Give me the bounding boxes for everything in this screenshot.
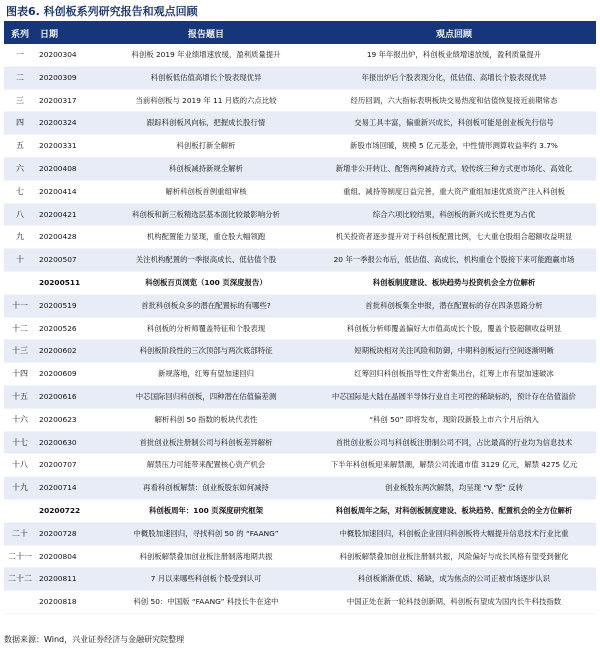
date-cell: 20200324 [36,112,100,135]
series-cell: 六 [4,157,36,180]
series-cell: 十二 [4,317,36,340]
table-row [4,499,596,522]
view-cell: 科创板解禁叠加创业板注册制共振，风险偏好与成长风格有望受到催化 [312,545,596,568]
series-cell: 十八 [4,454,36,477]
header-topic: 报告题目 [100,22,312,44]
table-row [4,408,596,431]
date-cell: 20200804 [36,545,100,568]
topic-cell: 科创板减持新规全解析 [100,157,312,180]
table-row [4,44,596,66]
view-cell: 综合六项比较结果，科创板的新兴成长性更为占优 [312,203,596,226]
topic-cell: 科创板的分析师覆盖特征和个股表现 [100,317,312,340]
table-row [4,203,596,226]
series-cell: 八 [4,203,36,226]
series-cell [4,499,36,522]
view-cell: 新增非公开转让、配售两种减持方式，较传统三种方式更市场化、高效化 [312,157,596,180]
date-cell: 20200331 [36,135,100,158]
report-table [4,22,596,614]
view-cell: 中概股加速回归，科创板企业回归科创板将大幅提升信息技术行业比重 [312,522,596,545]
date-cell: 20200728 [36,522,100,545]
table-row [4,180,596,203]
header-view: 观点回顾 [312,22,596,44]
series-cell: 十三 [4,340,36,363]
view-cell: 中芯国际是大陆在晶圆半导体行业自主可控的稀缺标的，预计存在估值溢价 [312,385,596,408]
date-cell: 20200811 [36,568,100,591]
topic-cell: 新规落地，红筹有望加速回归 [100,363,312,386]
topic-cell: 科创板百页浏览（100 页深度报告） [100,271,312,294]
table-row [4,317,596,340]
date-cell: 20200408 [36,157,100,180]
view-cell: 科创板分析师覆盖偏好大市值高成长个股，覆盖个股超额收益明显 [312,317,596,340]
topic-cell: 关注机构配置的一季报高成长、低估值个股 [100,249,312,272]
table-row [4,454,596,477]
date-cell: 20200317 [36,89,100,112]
table-row [4,591,596,614]
date-cell: 20200421 [36,203,100,226]
series-cell: 十五 [4,385,36,408]
date-cell: 20200414 [36,180,100,203]
view-cell: 红筹回归科创板指导性文件密集出台，红筹上市有望加速破冰 [312,363,596,386]
table-row [4,157,596,180]
view-cell: “科创 50” 即将发布，现阶段新股上市六个月后纳入 [312,408,596,431]
view-cell: 下半年科创板迎来解禁潮，解禁公司流通市值 3129 亿元，解禁 4275 亿元 [312,454,596,477]
date-cell: 20200304 [36,44,100,66]
date-cell: 20200722 [36,499,100,522]
table-row [4,545,596,568]
table-row [4,568,596,591]
view-cell: 新股市场回暖，规模 5 亿元基金，中性情形测算收益率约 3.7% [312,135,596,158]
date-cell: 20200602 [36,340,100,363]
series-cell: 十七 [4,431,36,454]
series-cell: 十一 [4,294,36,317]
header-row [4,22,596,44]
table-header [4,22,596,44]
header-series: 系列 [4,22,36,44]
date-cell: 20200511 [36,271,100,294]
series-cell: 二十 [4,522,36,545]
view-cell: 短期板块相对关注风险和防御，中期科创板运行空间逐渐明晰 [312,340,596,363]
view-cell: 科创板制度建设、板块趋势与投资机会全方位解析 [312,271,596,294]
table-row [4,271,596,294]
table-row [4,89,596,112]
topic-cell: 跟踪科创板风向标，把握成长股行情 [100,112,312,135]
topic-cell: 科创板打新全解析 [100,135,312,158]
topic-cell: 科创板 2019 年业绩增速放缓，盈利质量提升 [100,44,312,66]
topic-cell: 解禁压力可能带来配置核心资产机会 [100,454,312,477]
topic-cell: 首批科创板众多的潜在配置标的有哪些? [100,294,312,317]
table-row [4,477,596,500]
table-row [4,431,596,454]
date-cell: 20200507 [36,249,100,272]
date-cell: 20200616 [36,385,100,408]
view-cell: 中国正处在新一轮科技创新期，科创板有望成为国内长牛科技指数 [312,591,596,614]
series-cell: 十 [4,249,36,272]
series-cell: 二十一 [4,545,36,568]
date-cell: 20200519 [36,294,100,317]
view-cell: 创业板股东两次解禁，均呈现 “V 型” 反转 [312,477,596,500]
topic-cell: 科创 50：中国版 “FAANG” 科技长牛在途中 [100,591,312,614]
table-row [4,363,596,386]
topic-cell: 科创板和新三板精选层基本面比较最影响分析 [100,203,312,226]
table-row [4,226,596,249]
topic-cell: 科创板阶段性的三次顶部与两次底部特征 [100,340,312,363]
series-cell: 三 [4,89,36,112]
series-cell [4,591,36,614]
topic-cell: 7 月以来哪些科创板个股受到认可 [100,568,312,591]
table-row [4,112,596,135]
header-date: 日期 [36,22,100,44]
view-cell: 年报出炉后个股表现分化，低估值、高增长个股表现优异 [312,66,596,89]
date-cell: 20200526 [36,317,100,340]
table-row [4,522,596,545]
date-cell: 20200623 [36,408,100,431]
view-cell: 19 年年报出炉，科创板业绩增速放缓，盈利质量提升 [312,44,596,66]
series-cell: 一 [4,44,36,66]
series-cell: 十九 [4,477,36,500]
view-cell: 经历回调，六大指标表明板块交易热度和估值恢复接近前期常态 [312,89,596,112]
view-cell: 科创板周年之际，对科创板制度建设、板块趋势、配置机会的全方位解析 [312,499,596,522]
table-body [4,44,596,613]
series-cell: 二 [4,66,36,89]
series-cell: 五 [4,135,36,158]
topic-cell: 当前科创板与 2019 年 11 月底的六点比较 [100,89,312,112]
topic-cell: 中概股加速回归，寻找科创 50 的 “FAANG” [100,522,312,545]
view-cell: 机关投资者逐步提升对于科创板配置比例，七大重仓股组合超额收益明显 [312,226,596,249]
view-cell: 首批创业板公司与科创板注册制公司不同，占比最高的行业均为信息技术 [312,431,596,454]
table-row [4,66,596,89]
date-cell: 20200428 [36,226,100,249]
view-cell: 交易工具丰富，偏重新兴成长，科创板可能是创业板先行信号 [312,112,596,135]
series-cell: 十六 [4,408,36,431]
date-cell: 20200714 [36,477,100,500]
figure-title: 图表6. 科创板系列研究报告和观点回顾 [6,5,198,18]
view-cell: 重组、减持等制度日益完善，重大资产重组加速优质资产注入科创板 [312,180,596,203]
series-cell [4,271,36,294]
source-note: 数据来源：Wind，兴业证券经济与金融研究院整理 [4,635,185,644]
date-cell: 20200630 [36,431,100,454]
view-cell: 20 年一季报公布后，低估值、高成长、机构重仓个股接下来可能跑赢市场 [312,249,596,272]
topic-cell: 首批创业板注册制公司与科创板差异解析 [100,431,312,454]
series-cell: 九 [4,226,36,249]
view-cell: 首批科创板集全申报，潜在配置标的存在四条思路分析 [312,294,596,317]
topic-cell: 科创板周年：100 页深度研究框架 [100,499,312,522]
table-row [4,294,596,317]
table-row [4,340,596,363]
topic-cell: 解析科创 50 指数的板块代表性 [100,408,312,431]
view-cell: 科创板渐渐优质、稀缺，成为焦点的公司正被市场逐步认识 [312,568,596,591]
series-cell: 十四 [4,363,36,386]
topic-cell: 再看科创板解禁：创业板股东如何减持 [100,477,312,500]
date-cell: 20200609 [36,363,100,386]
table-row [4,135,596,158]
table-row [4,249,596,272]
table-row [4,385,596,408]
series-cell: 二十二 [4,568,36,591]
series-cell: 四 [4,112,36,135]
topic-cell: 科创板解禁叠加创业板注册制落地期共振 [100,545,312,568]
topic-cell: 科创板低估值高增长个股表现优异 [100,66,312,89]
topic-cell: 机构配置能力显现，重仓股大幅领跑 [100,226,312,249]
series-cell: 七 [4,180,36,203]
topic-cell: 解析科创板首例重组审核 [100,180,312,203]
date-cell: 20200818 [36,591,100,614]
date-cell: 20200309 [36,66,100,89]
topic-cell: 中芯国际回归科创板，四种潜在估值偏差测 [100,385,312,408]
date-cell: 20200707 [36,454,100,477]
